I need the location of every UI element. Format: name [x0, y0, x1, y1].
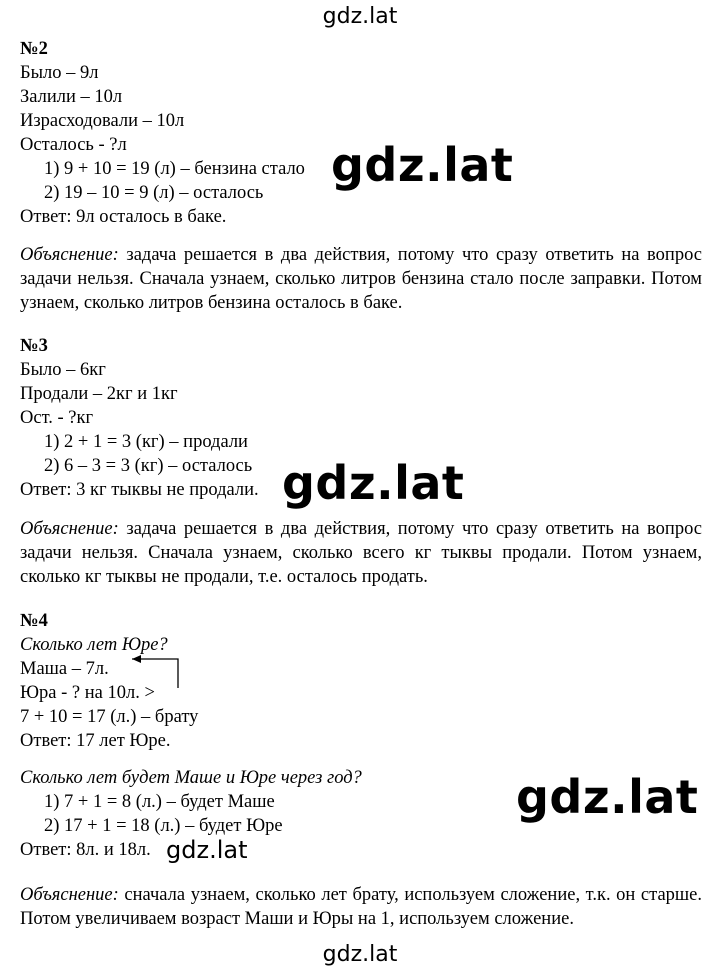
- explanation-text: сначала узнаем, сколько лет брату, используем сложение, т.к. он старше. Потом увеличиваем возраст Маши и Юры на 1, используем сложение.: [20, 885, 702, 929]
- problem-4-title: №4: [20, 611, 48, 631]
- problem-3-given-1: Было – 6кг: [20, 360, 106, 380]
- problem-2-answer: Ответ: 9л осталось в баке.: [20, 207, 227, 227]
- problem-4-answer-2: Ответ: 8л. и 18л.: [20, 840, 151, 860]
- problem-4-given-2: Юра - ? на 10л. >: [20, 683, 155, 703]
- problem-3-given-3: Ост. - ?кг: [20, 408, 94, 428]
- watermark-overlay-1: gdz.lat: [331, 138, 514, 192]
- watermark-overlay-3: gdz.lat: [516, 770, 699, 824]
- problem-2-given-2: Залили – 10л: [20, 87, 123, 107]
- problem-3-title: №3: [20, 336, 48, 356]
- explanation-label: Объяснение:: [20, 885, 119, 905]
- explanation-text: задача решается в два действия, потому что сразу ответить на вопрос задачи нельзя. Сначала узнаем, сколько литров бензина стало после заправки. Потом узнаем, сколько литров бензина осталось в баке.: [20, 245, 702, 313]
- explanation-text: задача решается в два действия, потому что сразу ответить на вопрос задачи нельзя. Сначала узнаем, сколько всего кг тыквы продали. Потом узнаем, сколько кг тыквы не продали, т.е. осталось продать.: [20, 519, 702, 587]
- problem-2-step-2: 2) 19 – 10 = 9 (л) – осталось: [44, 183, 264, 203]
- problem-4-step-1: 1) 7 + 1 = 8 (л.) – будет Маше: [44, 792, 275, 812]
- explanation-label: Объяснение:: [20, 519, 119, 539]
- problem-4-given-1: Маша – 7л.: [20, 659, 109, 679]
- watermark-overlay-2: gdz.lat: [282, 456, 465, 510]
- explanation-label: Объяснение:: [20, 245, 119, 265]
- problem-3-answer: Ответ: 3 кг тыквы не продали.: [20, 480, 259, 500]
- problem-4-explanation: [20, 883, 702, 931]
- problem-3-step-1: 1) 2 + 1 = 3 (кг) – продали: [44, 432, 248, 452]
- problem-2-given-4: Осталось - ?л: [20, 135, 127, 155]
- problem-4-step-2: 2) 17 + 1 = 18 (л.) – будет Юре: [44, 816, 283, 836]
- comparison-arrow-icon: [128, 652, 188, 692]
- problem-2-step-1: 1) 9 + 10 = 19 (л) – бензина стало: [44, 159, 305, 179]
- watermark-top: gdz.lat: [322, 4, 398, 29]
- problem-2-given-3: Израсходовали – 10л: [20, 111, 185, 131]
- problem-2-explanation: [20, 243, 702, 315]
- problem-3-given-2: Продали – 2кг и 1кг: [20, 384, 178, 404]
- problem-2-title: №2: [20, 39, 48, 59]
- problem-4-question-2: Сколько лет будет Маше и Юре через год?: [20, 768, 362, 788]
- problem-4-question-1: Сколько лет Юре?: [20, 635, 168, 655]
- watermark-overlay-4: gdz.lat: [166, 836, 248, 864]
- problem-4-solution: 7 + 10 = 17 (л.) – брату: [20, 707, 199, 727]
- problem-3-step-2: 2) 6 – 3 = 3 (кг) – осталось: [44, 456, 253, 476]
- problem-3-explanation: [20, 517, 702, 589]
- problem-4-answer-1: Ответ: 17 лет Юре.: [20, 731, 171, 751]
- watermark-bottom: gdz.lat: [322, 942, 398, 967]
- problem-2-given-1: Было – 9л: [20, 63, 99, 83]
